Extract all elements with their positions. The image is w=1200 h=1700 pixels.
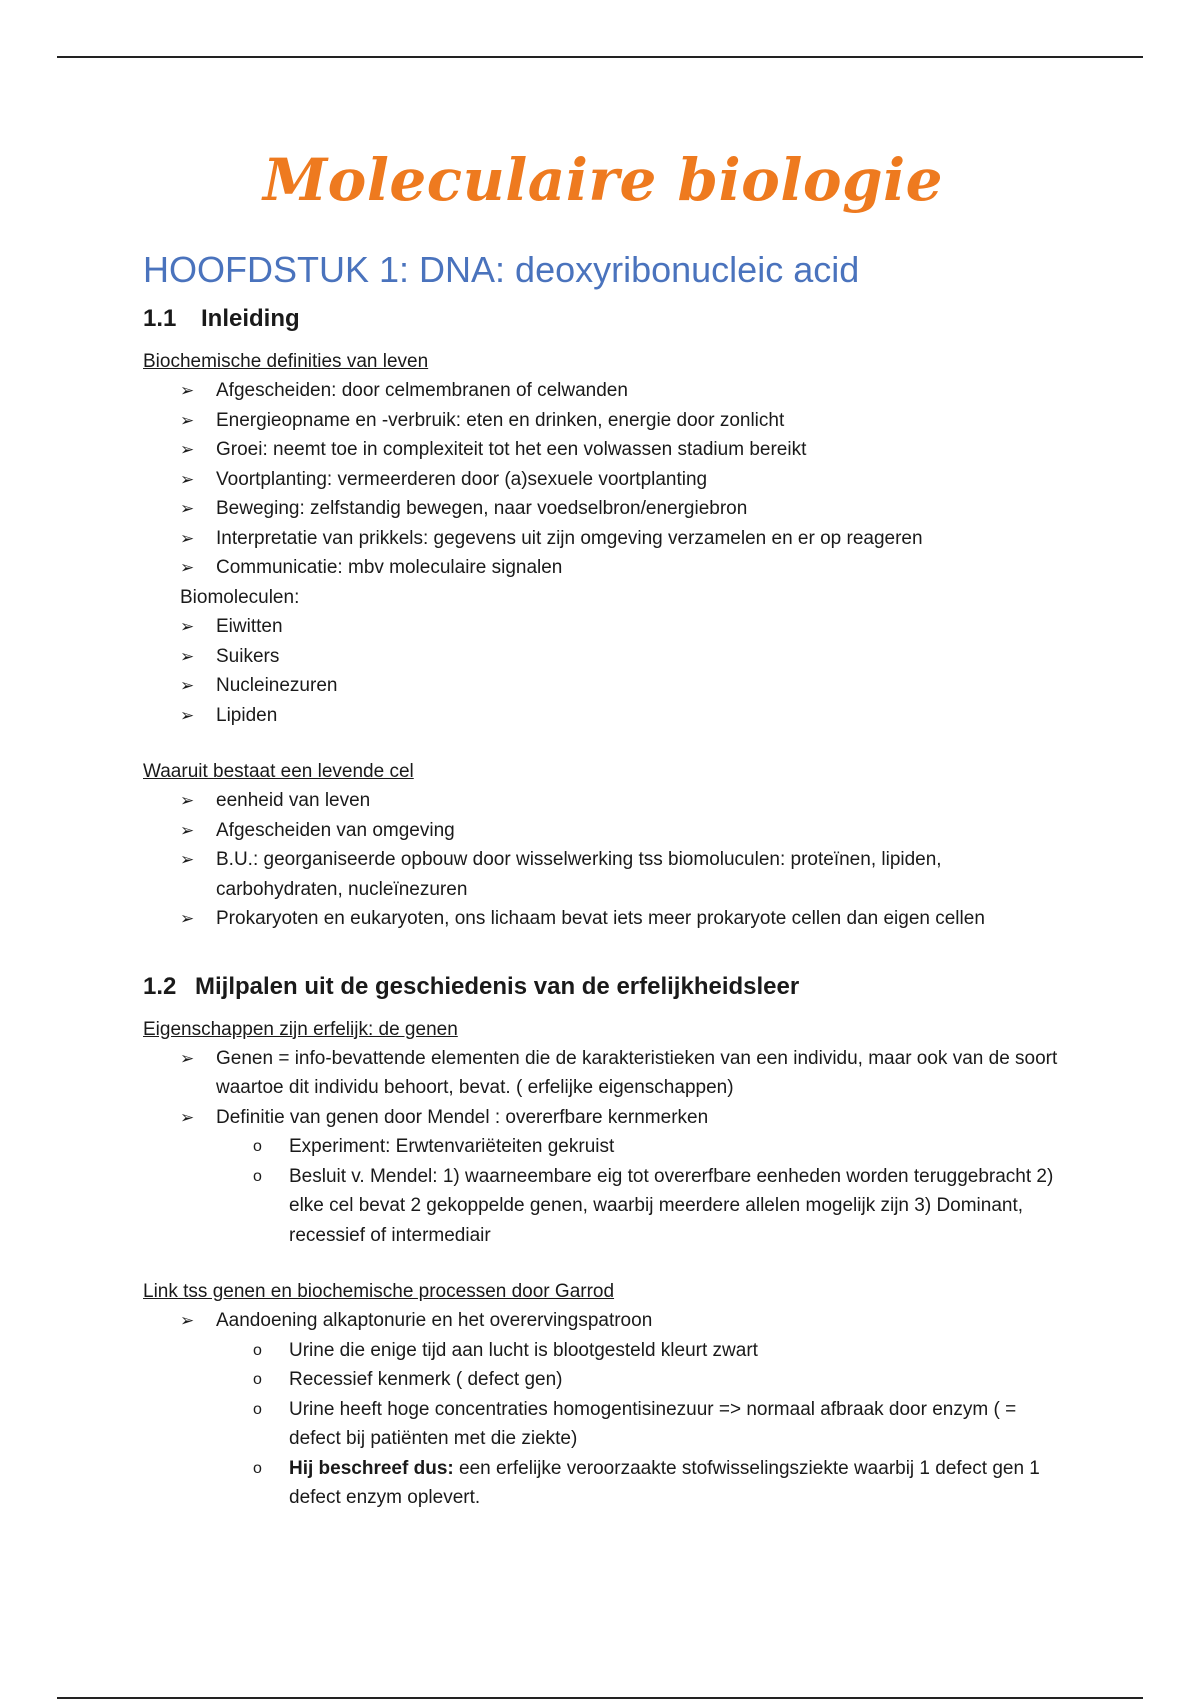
bold-lead: Hij beschreef dus:: [289, 1457, 454, 1479]
section-heading-1-1: [143, 302, 1063, 336]
list-item: ➢ Afgescheiden van omgeving: [143, 816, 1063, 846]
list-garrod-sub: [143, 1336, 1063, 1513]
arrow-bullet-icon: ➢: [180, 617, 195, 636]
list-item: ➢ Groei: neemt toe in complexiteit tot het een volwassen stadium bereikt: [143, 435, 1063, 465]
arrow-bullet-icon: ➢: [180, 909, 195, 928]
section-number: 1.2: [143, 972, 177, 1000]
list-item: ➢ Suikers: [143, 642, 1063, 672]
arrow-bullet-icon: ➢: [180, 705, 195, 725]
circle-bullet-icon: o: [253, 1138, 262, 1155]
arrow-bullet-icon: ➢: [180, 1311, 195, 1330]
list-levende-cel: [143, 786, 1063, 934]
bottom-rule: [57, 1697, 1143, 1699]
list-item: ➢ Voortplanting: vermeerderen door (a)sexuele voortplanting: [143, 465, 1063, 495]
list-item: ➢ Aandoening alkaptonurie en het overervingspatroon: [143, 1306, 1063, 1336]
circle-bullet-icon: o: [253, 1459, 262, 1477]
circle-bullet-icon: o: [253, 1371, 262, 1388]
list-item: ➢ eenheid van leven: [143, 786, 1063, 816]
document-title: Moleculaire biologie: [262, 146, 944, 214]
circle-bullet-icon: o: [253, 1341, 262, 1359]
arrow-bullet-icon: ➢: [180, 469, 195, 489]
list-item: ➢ Definitie van genen door Mendel : overerfbare kernmerken: [143, 1103, 1063, 1133]
section-heading-1-2: [143, 970, 1063, 1004]
list-item: ➢ Afgescheiden: door celmembranen of celwanden: [143, 376, 1063, 406]
arrow-bullet-icon: ➢: [180, 676, 195, 695]
arrow-bullet-icon: ➢: [180, 528, 195, 548]
section-number: 1.1: [143, 305, 177, 332]
list-item: o Besluit v. Mendel: 1) waarneembare eig tot overerfbare eenheden worden teruggebracht 2) elke cel bevat 2 gekoppelde genen, waarbij meerdere allelen mogelijk zijn 3) Dominant, recessief of intermediair: [143, 1162, 1063, 1251]
arrow-bullet-icon: ➢: [180, 499, 195, 518]
list-item: o Hij beschreef dus: een erfelijke veroorzaakte stofwisselingsziekte waarbij 1 defect gen 1 defect enzym oplevert.: [143, 1454, 1063, 1513]
section-title: Mijlpalen uit de geschiedenis van de erfelijkheidsleer: [195, 972, 800, 1000]
list-item: ➢ Genen = info-bevattende elementen die de karakteristieken van een individu, maar ook van de soort waartoe dit individu behoort, bevat. ( erfelijke eigenschappen): [143, 1044, 1063, 1103]
top-rule: [57, 56, 1143, 58]
arrow-bullet-icon: ➢: [180, 1107, 195, 1127]
arrow-bullet-icon: ➢: [180, 440, 195, 459]
subheading-levende-cel: Waaruit bestaat een levende cel: [143, 761, 414, 782]
subheading-garrod: Link tss genen en biochemische processen door Garrod: [143, 1281, 615, 1302]
arrow-bullet-icon: ➢: [180, 646, 195, 666]
list-item: ➢ Energieopname en -verbruik: eten en drinken, energie door zonlicht: [143, 406, 1063, 436]
list-item: o Urine die enige tijd aan lucht is blootgesteld kleurt zwart: [143, 1336, 1063, 1366]
list-item: o Experiment: Erwtenvariëteiten gekruist: [143, 1132, 1063, 1162]
subheading-biochemische-definities: Biochemische definities van leven: [143, 351, 429, 372]
circle-bullet-icon: o: [253, 1167, 262, 1185]
arrow-bullet-icon: ➢: [180, 558, 195, 577]
subheading-eigenschappen-erfelijk: Eigenschappen zijn erfelijk: de genen: [143, 1018, 458, 1040]
list-item: o Recessief kenmerk ( defect gen): [143, 1365, 1063, 1395]
list-item: ➢ Prokaryoten en eukaryoten, ons lichaam bevat iets meer prokaryote cellen dan eigen cellen: [143, 904, 1063, 934]
circle-bullet-icon: o: [253, 1400, 262, 1418]
list-garrod: [143, 1306, 1063, 1336]
list-biomoleculen: [143, 612, 1063, 730]
arrow-bullet-icon: ➢: [180, 820, 195, 840]
list-item: ➢ Eiwitten: [143, 612, 1063, 642]
list-item: ➢ Nucleinezuren: [143, 671, 1063, 701]
arrow-bullet-icon: ➢: [180, 1048, 195, 1068]
list-mendel: [143, 1132, 1063, 1250]
list-genen: [143, 1044, 1063, 1133]
list-item: o Urine heeft hoge concentraties homogentisinezuur => normaal afbraak door enzym ( = defect bij patiënten met die ziekte): [143, 1395, 1063, 1454]
list-item: ➢ Interpretatie van prikkels: gegevens uit zijn omgeving verzamelen en er op reageren: [143, 524, 1063, 554]
document-page: [143, 140, 1063, 1513]
arrow-bullet-icon: ➢: [180, 410, 195, 430]
list-item: ➢ Beweging: zelfstandig bewegen, naar voedselbron/energiebron: [143, 494, 1063, 524]
arrow-bullet-icon: ➢: [180, 850, 195, 869]
chapter-heading: HOOFDSTUK 1: DNA: deoxyribonucleic acid: [143, 249, 860, 290]
biomoleculen-label: Biomoleculen:: [180, 586, 300, 608]
list-item: ➢ B.U.: georganiseerde opbouw door wisselwerking tss biomoluculen: proteïnen, lipiden, carbohydraten, nucleïnezuren: [143, 845, 1063, 904]
list-item: ➢ Lipiden: [143, 701, 1063, 731]
list-definities: [143, 376, 1063, 583]
list-item: ➢ Communicatie: mbv moleculaire signalen: [143, 553, 1063, 583]
arrow-bullet-icon: ➢: [180, 381, 195, 400]
arrow-bullet-icon: ➢: [180, 791, 195, 810]
section-title: Inleiding: [201, 305, 300, 332]
